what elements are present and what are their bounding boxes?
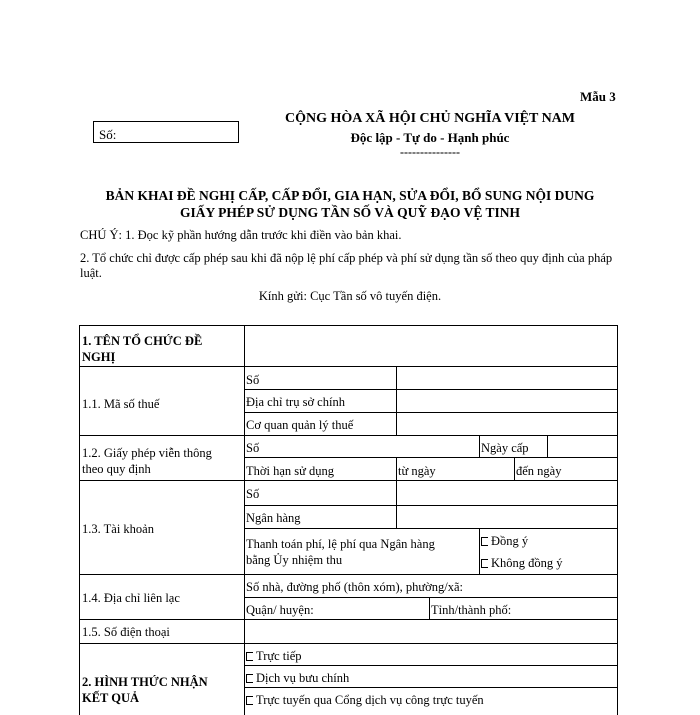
row-divider [79,643,618,644]
section-2-title: 2. HÌNH THỨC NHẬN [82,675,208,689]
inner-divider [429,597,430,619]
to-date-field[interactable]: đến ngày [516,464,562,478]
district-field[interactable]: Quận/ huyện: [246,603,314,617]
agree-label: Đồng ý [491,534,529,548]
from-date-field[interactable]: từ ngày [398,464,436,478]
row-divider [79,480,618,481]
table-border-left [79,325,80,715]
row-divider [79,435,618,436]
payment-method-label-cont: bằng Ủy nhiệm thu [246,553,343,567]
inner-divider [244,665,618,666]
checkbox-icon[interactable] [246,696,253,705]
inner-divider [396,366,397,435]
inner-divider [244,389,618,390]
header-divider: --------------- [400,145,460,159]
tax-authority-field[interactable]: Cơ quan quản lý thuế [246,418,354,432]
row-divider [79,619,618,620]
street-address-field[interactable]: Số nhà, đường phố (thôn xóm), phường/xã: [246,580,464,594]
tax-number-field[interactable]: Số [246,373,260,387]
checkbox-icon[interactable] [481,537,488,546]
checkbox-icon[interactable] [246,652,253,661]
contact-address-label: 1.4. Địa chỉ liên lạc [82,591,180,605]
section-1-title: 1. TÊN TỔ CHỨC ĐỀ [82,334,203,348]
telecom-license-label-cont: theo quy định [82,462,151,476]
section-1-title-cont: NGHỊ [82,350,116,364]
delivery-online-option[interactable] [246,693,484,708]
document-number-field[interactable]: Số: [93,121,239,143]
inner-divider [244,505,618,506]
delivery-in-person-label: Trực tiếp [256,649,302,663]
delivery-postal-option[interactable] [246,671,349,686]
document-title-line2: GIẤY PHÉP SỬ DỤNG TẦN SỐ VÀ QUỸ ĐẠO VỆ TINH [179,205,521,220]
section-2-title-cont: KẾT QUẢ [82,691,140,705]
note-2: 2. Tổ chức chỉ được cấp phép sau khi đã nộp lệ phí cấp phép và phí sử dụng tần số theo quy định của pháp luật. [80,251,613,280]
application-form-table [79,325,618,715]
province-field[interactable]: Tỉnh/thành phố: [431,603,512,617]
checkbox-icon[interactable] [481,559,488,568]
row-divider [79,366,618,367]
issue-date-field[interactable]: Ngày cấp [481,441,529,455]
inner-divider [479,528,480,574]
national-title: CỘNG HÒA XÃ HỘI CHỦ NGHĨA VIỆT NAM [284,111,575,126]
head-office-address-field[interactable]: Địa chỉ trụ sở chính [246,395,345,409]
disagree-label: Không đồng ý [491,556,563,570]
inner-divider [244,687,618,688]
inner-divider [396,457,397,480]
payment-method-label: Thanh toán phí, lệ phí qua Ngân hàng [246,537,435,551]
agree-option[interactable] [481,534,528,549]
bank-account-label: 1.3. Tài khoản [82,522,154,536]
table-border-right [617,325,618,715]
inner-divider [244,412,618,413]
row-divider [79,574,618,575]
inner-divider [244,528,618,529]
national-motto: Độc lập - Tự do - Hạnh phúc [350,130,510,145]
inner-divider [547,435,548,457]
inner-divider [244,457,618,458]
form-code: Mẫu 3 [580,89,616,104]
checkbox-icon[interactable] [246,674,253,683]
inner-divider [479,435,480,457]
inner-divider [396,480,397,528]
bank-name-field[interactable]: Ngân hàng [246,511,301,525]
account-number-field[interactable]: Số [246,487,260,501]
delivery-postal-label: Dịch vụ bưu chính [256,671,350,685]
inner-divider [244,597,618,598]
phone-label: 1.5. Số điện thoại [82,625,170,639]
recipient-line: Kính gửi: Cục Tần số vô tuyến điện. [258,289,442,303]
disagree-option[interactable] [481,556,563,571]
validity-period-label: Thời hạn sử dụng [246,464,335,478]
column-divider [244,325,245,715]
table-border-top [79,325,618,326]
note-1: CHÚ Ý: 1. Đọc kỹ phần hướng dẫn trước khi điền vào bản khai. [80,228,402,242]
tax-code-label: 1.1. Mã số thuế [82,397,160,411]
delivery-in-person-option[interactable] [246,649,302,664]
license-number-field[interactable]: Số [246,441,260,455]
inner-divider [514,457,515,480]
telecom-license-label: 1.2. Giấy phép viễn thông [82,446,212,460]
document-title-line1: BẢN KHAI ĐỀ NGHỊ CẤP, CẤP ĐỔI, GIA HẠN, SỬA ĐỔI, BỔ SUNG NỘI DUNG [105,188,595,203]
delivery-online-label: Trực tuyến qua Cổng dịch vụ công trực tuyến [256,693,484,707]
